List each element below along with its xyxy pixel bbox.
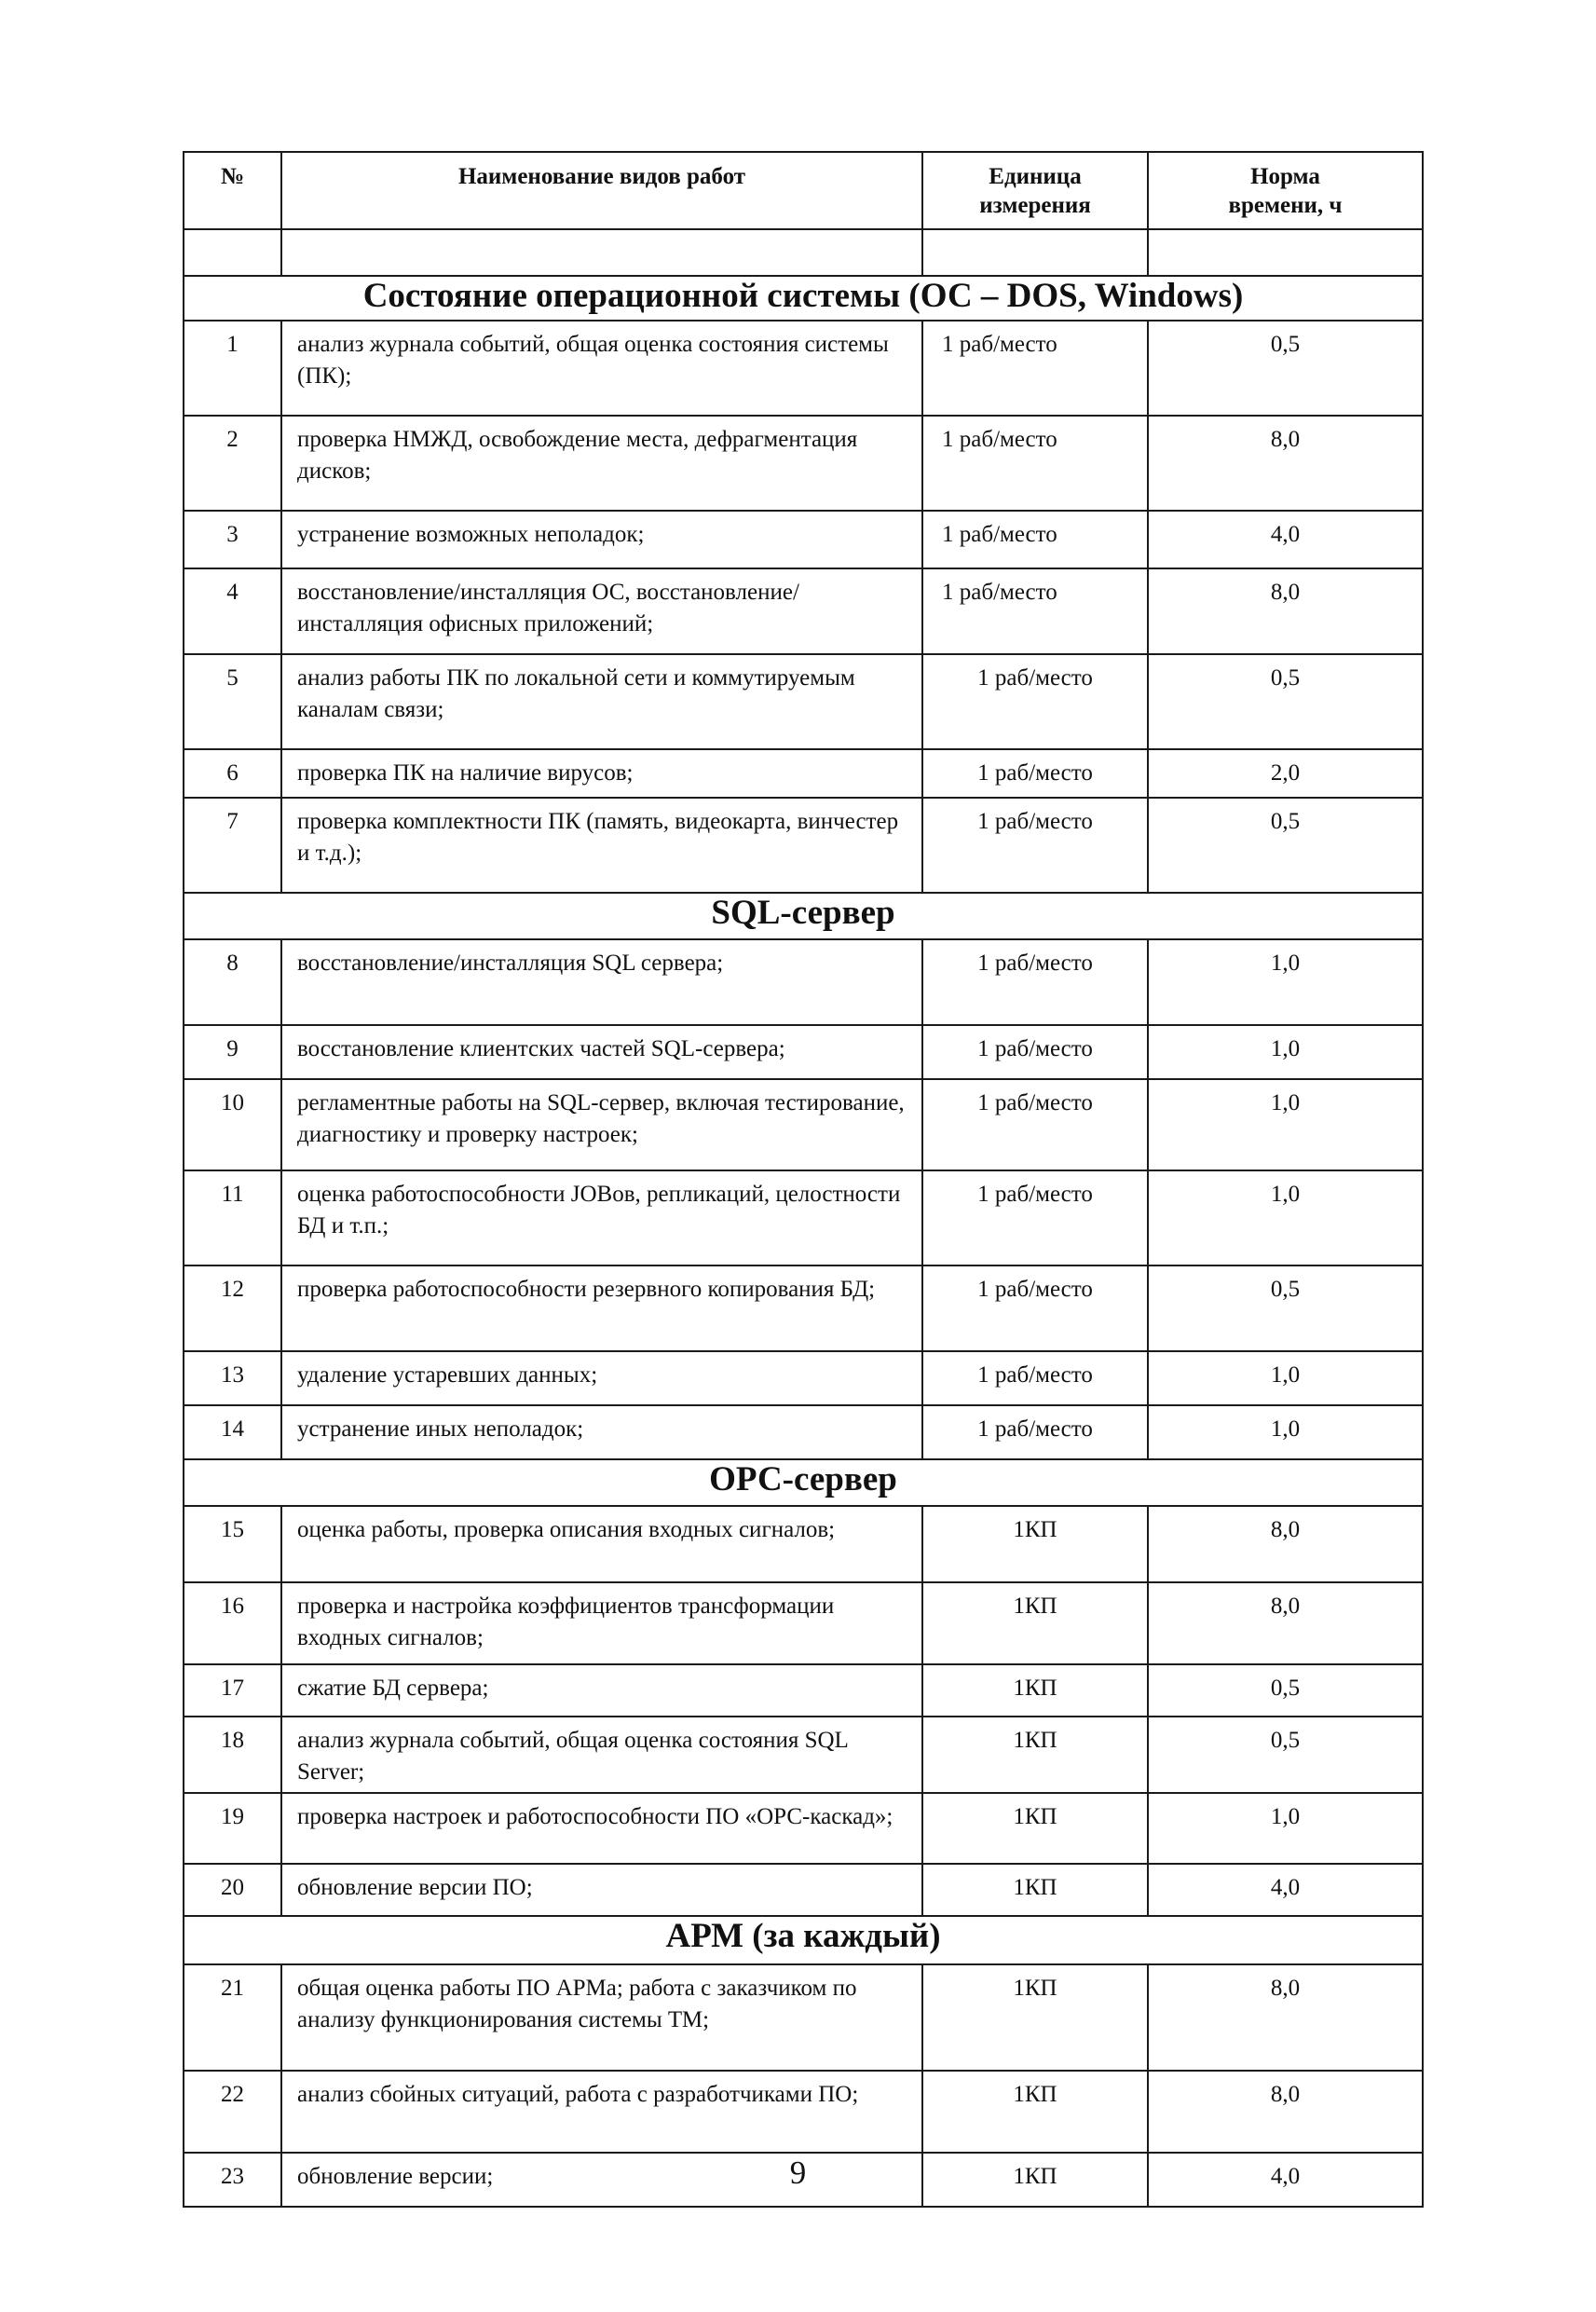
table-row [184, 939, 1423, 1025]
work-name-cell: проверка НМЖД, освобождение места, дефрагментация дисков; [281, 416, 922, 511]
table-row [184, 1664, 1423, 1717]
table-row [184, 2071, 1423, 2153]
unit-cell: 1КП [922, 1582, 1148, 1664]
row-number-cell: 23 [184, 2153, 281, 2207]
work-name-cell: восстановление/инсталляция SQL сервера; [281, 939, 922, 1025]
work-name-cell: оценка работы, проверка описания входных сигналов; [281, 1506, 922, 1582]
time-norm-cell: 8,0 [1148, 1582, 1423, 1664]
row-number-cell: 2 [184, 416, 281, 511]
unit-cell: 1 раб/место [922, 416, 1148, 511]
work-name-cell: общая оценка работы ПО АРМа; работа с заказчиком по анализу функционирования системы ТМ; [281, 1964, 922, 2071]
table-row [184, 568, 1423, 654]
row-number-cell: 10 [184, 1079, 281, 1170]
unit-cell: 1КП [922, 1506, 1148, 1582]
work-name-cell: восстановление/инсталляция ОС, восстановление/инсталляция офисных приложений; [281, 568, 922, 654]
row-number-cell: 8 [184, 939, 281, 1025]
unit-cell: 1КП [922, 2071, 1148, 2153]
table-row [184, 1964, 1423, 2071]
time-norm-cell: 4,0 [1148, 2153, 1423, 2207]
time-norm-cell: 0,5 [1148, 1717, 1423, 1793]
unit-cell: 1КП [922, 1793, 1148, 1864]
unit-cell: 1КП [922, 1664, 1148, 1717]
table-row [184, 1582, 1423, 1664]
work-name-cell: проверка и настройка коэффициентов трансформации входных сигналов; [281, 1582, 922, 1664]
unit-cell: 1 раб/место [922, 1351, 1148, 1405]
table-body [184, 276, 1423, 2207]
time-norm-cell: 1,0 [1148, 939, 1423, 1025]
section-header-row [184, 1916, 1423, 1964]
page-number: 9 [789, 2155, 807, 2191]
table-row [184, 511, 1423, 568]
section-header-row [184, 276, 1423, 321]
work-name-cell: сжатие БД сервера; [281, 1664, 922, 1717]
unit-cell: 1 раб/место [922, 798, 1148, 893]
work-name-cell: проверка комплектности ПК (память, видеокарта, винчестер и т.д.); [281, 798, 922, 893]
time-norm-cell: 1,0 [1148, 1079, 1423, 1170]
time-norm-cell: 1,0 [1148, 1170, 1423, 1265]
work-name-cell: восстановление клиентских частей SQL-сервера; [281, 1025, 922, 1079]
work-name-cell: проверка настроек и работоспособности ПО «ОРС-каскад»; [281, 1793, 922, 1864]
empty-row [184, 229, 1423, 276]
section-title: АРМ (за каждый) [184, 1916, 1423, 1964]
row-number-cell: 1 [184, 321, 281, 416]
row-number-cell: 18 [184, 1717, 281, 1793]
row-number-cell: 4 [184, 568, 281, 654]
unit-cell: 1 раб/место [922, 749, 1148, 798]
row-number-cell: 21 [184, 1964, 281, 2071]
time-norm-cell: 8,0 [1148, 2071, 1423, 2153]
time-norm-cell: 8,0 [1148, 1964, 1423, 2071]
time-norm-cell: 1,0 [1148, 1025, 1423, 1079]
work-name-cell: проверка работоспособности резервного копирования БД; [281, 1265, 922, 1351]
row-number-cell: 7 [184, 798, 281, 893]
time-norm-cell: 8,0 [1148, 1506, 1423, 1582]
section-title: Состояние операционной системы (ОС – DOS, Windows) [184, 276, 1423, 321]
table-row [184, 1025, 1423, 1079]
header-num: № [184, 152, 281, 229]
row-number-cell: 20 [184, 1864, 281, 1916]
unit-cell: 1 раб/место [922, 1079, 1148, 1170]
unit-cell: 1 раб/место [922, 321, 1148, 416]
unit-cell: 1 раб/место [922, 1265, 1148, 1351]
time-norm-cell: 0,5 [1148, 1664, 1423, 1717]
row-number-cell: 6 [184, 749, 281, 798]
table-row [184, 749, 1423, 798]
row-number-cell: 17 [184, 1664, 281, 1717]
row-number-cell: 9 [184, 1025, 281, 1079]
time-norm-cell: 4,0 [1148, 511, 1423, 568]
header-norm: Норма времени, ч [1148, 152, 1423, 229]
time-norm-cell: 8,0 [1148, 416, 1423, 511]
work-name-cell: устранение иных неполадок; [281, 1405, 922, 1459]
time-norm-cell: 1,0 [1148, 1351, 1423, 1405]
unit-cell: 1 раб/место [922, 654, 1148, 749]
work-norms-table [183, 151, 1424, 2208]
row-number-cell: 15 [184, 1506, 281, 1582]
table-row [184, 1793, 1423, 1864]
unit-cell: 1 раб/место [922, 939, 1148, 1025]
unit-cell: 1КП [922, 1717, 1148, 1793]
time-norm-cell: 1,0 [1148, 1405, 1423, 1459]
unit-cell: 1КП [922, 2153, 1148, 2207]
row-number-cell: 16 [184, 1582, 281, 1664]
unit-cell: 1КП [922, 1964, 1148, 2071]
time-norm-cell: 8,0 [1148, 568, 1423, 654]
table-row [184, 1405, 1423, 1459]
time-norm-cell: 2,0 [1148, 749, 1423, 798]
work-name-cell: проверка ПК на наличие вирусов; [281, 749, 922, 798]
time-norm-cell: 0,5 [1148, 321, 1423, 416]
work-name-cell: устранение возможных неполадок; [281, 511, 922, 568]
work-name-cell: анализ сбойных ситуаций, работа с разработчиками ПО; [281, 2071, 922, 2153]
row-number-cell: 19 [184, 1793, 281, 1864]
table-header-row [184, 152, 1423, 229]
row-number-cell: 22 [184, 2071, 281, 2153]
table-row [184, 1351, 1423, 1405]
work-name-cell: обновление версии ПО; [281, 1864, 922, 1916]
unit-cell: 1 раб/место [922, 511, 1148, 568]
table-row [184, 654, 1423, 749]
table-row [184, 1864, 1423, 1916]
time-norm-cell: 1,0 [1148, 1793, 1423, 1864]
time-norm-cell: 4,0 [1148, 1864, 1423, 1916]
row-number-cell: 13 [184, 1351, 281, 1405]
table-row [184, 416, 1423, 511]
work-name-cell: обновление версии; [281, 2153, 922, 2207]
row-number-cell: 3 [184, 511, 281, 568]
work-name-cell: анализ работы ПК по локальной сети и коммутируемым каналам связи; [281, 654, 922, 749]
table-row [184, 1079, 1423, 1170]
unit-cell: 1 раб/место [922, 1170, 1148, 1265]
table-row [184, 1170, 1423, 1265]
section-header-row [184, 893, 1423, 939]
unit-cell: 1КП [922, 1864, 1148, 1916]
row-number-cell: 12 [184, 1265, 281, 1351]
table-row [184, 1265, 1423, 1351]
work-name-cell: анализ журнала событий, общая оценка состояния системы (ПК); [281, 321, 922, 416]
unit-cell: 1 раб/место [922, 568, 1148, 654]
section-title: ОРС-сервер [184, 1459, 1423, 1506]
time-norm-cell: 0,5 [1148, 798, 1423, 893]
header-name: Наименование видов работ [281, 152, 922, 229]
work-name-cell: анализ журнала событий, общая оценка состояния SQL Server; [281, 1717, 922, 1793]
time-norm-cell: 0,5 [1148, 1265, 1423, 1351]
section-header-row [184, 1459, 1423, 1506]
unit-cell: 1 раб/место [922, 1405, 1148, 1459]
row-number-cell: 14 [184, 1405, 281, 1459]
unit-cell: 1 раб/место [922, 1025, 1148, 1079]
time-norm-cell: 0,5 [1148, 654, 1423, 749]
work-name-cell: оценка работоспособности JOBов, репликаций, целостности БД и т.п.; [281, 1170, 922, 1265]
table-row [184, 798, 1423, 893]
table-row [184, 1717, 1423, 1793]
table-row [184, 321, 1423, 416]
work-name-cell: удаление устаревших данных; [281, 1351, 922, 1405]
section-title: SQL-сервер [184, 893, 1423, 939]
work-name-cell: регламентные работы на SQL-сервер, включая тестирование, диагностику и проверку настроек; [281, 1079, 922, 1170]
table-row [184, 1506, 1423, 1582]
row-number-cell: 11 [184, 1170, 281, 1265]
header-unit: Единица измерения [922, 152, 1148, 229]
row-number-cell: 5 [184, 654, 281, 749]
